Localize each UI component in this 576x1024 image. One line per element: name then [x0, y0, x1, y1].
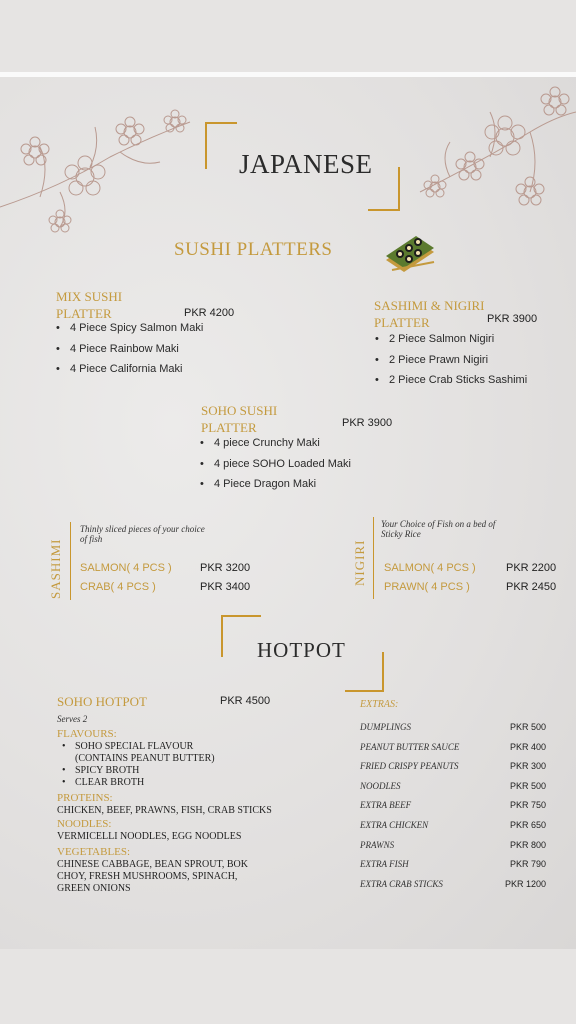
extra-name: EXTRA BEEF	[360, 800, 412, 811]
flavour-item-continued: (CONTAINS PEANUT BUTTER)	[75, 753, 215, 764]
sashimi-desc	[80, 524, 205, 544]
mix-sushi-items	[56, 318, 203, 380]
sashimi-nigiri-name-1: SASHIMI & NIGIRI	[374, 298, 485, 313]
sashimi-nigiri-items	[375, 329, 527, 391]
hotpot-heading: HOTPOT	[257, 638, 346, 662]
flavour-item: • SPICY BROTH	[62, 765, 140, 776]
extra-price: PKR 1200	[504, 878, 546, 889]
list-item	[360, 718, 546, 738]
hotpot-bracket-right	[345, 652, 384, 692]
nigiri-item-price: PKR 2200	[506, 562, 557, 574]
extra-name: EXTRA FISH	[360, 859, 409, 870]
soho-hotpot-price: PKR 4500	[220, 695, 271, 707]
list-item	[360, 796, 546, 816]
proteins-label: PROTEINS:	[57, 792, 113, 804]
list-item: • 2 Piece Prawn Nigiri	[375, 350, 527, 371]
proteins-text: CHICKEN, BEEF, PRAWNS, FISH, CRAB STICKS	[57, 805, 272, 816]
sashimi-desc-2: of fish	[80, 534, 103, 544]
sashimi-desc-1: Thinly sliced pieces of your choice	[80, 524, 205, 534]
sashimi-item-name: CRAB( 4 PCS )	[80, 581, 156, 593]
extras-list	[360, 718, 546, 894]
nigiri-items	[384, 559, 476, 597]
flavours-label: FLAVOURS:	[57, 728, 117, 740]
sushi-board-icon	[382, 232, 436, 272]
extra-name: EXTRA CHICKEN	[360, 819, 429, 830]
sashimi-nigiri-platter	[374, 297, 485, 331]
sashimi-nigiri-name-2: PLATTER	[374, 315, 430, 330]
cherry-blossom-right-icon	[410, 82, 576, 222]
list-item: • 2 Piece Salmon Nigiri	[375, 329, 527, 350]
soho-sushi-items	[200, 433, 351, 495]
extra-name: PEANUT BUTTER SAUCE	[360, 741, 460, 752]
nigiri-item-price: PKR 2450	[506, 581, 557, 593]
mix-sushi-name-1: MIX SUSHI	[56, 289, 123, 304]
nigiri-vertical-label: NIGIRI	[352, 539, 367, 586]
vegetables-text-2: CHOY, FRESH MUSHROOMS, SPINACH,	[57, 871, 238, 882]
extra-name: EXTRA CRAB STICKS	[360, 878, 443, 889]
menu-page	[0, 72, 576, 949]
vegetables-label: VEGETABLES:	[57, 846, 131, 858]
list-item	[360, 836, 546, 856]
nigiri-item-name: SALMON( 4 PCS )	[384, 562, 476, 574]
extra-price: PKR 500	[509, 780, 546, 791]
list-item	[360, 875, 546, 895]
extra-price: PKR 400	[509, 741, 546, 752]
list-item: • 2 Piece Crab Sticks Sashimi	[375, 370, 527, 391]
cherry-blossom-left-icon	[0, 97, 200, 237]
nigiri-divider	[373, 517, 374, 599]
flavour-item: • CLEAR BROTH	[62, 777, 145, 788]
extra-price: PKR 790	[509, 859, 546, 870]
sashimi-nigiri-price: PKR 3900	[487, 313, 538, 325]
serves-text: Serves 2	[57, 714, 88, 724]
sashimi-item-name: SALMON( 4 PCS )	[80, 562, 172, 574]
flavour-text: SPICY BROTH	[75, 765, 140, 776]
list-item: • 4 piece SOHO Loaded Maki	[200, 454, 351, 475]
mix-sushi-platter	[56, 288, 122, 322]
nigiri-desc-2: Sticky Rice	[381, 529, 421, 539]
list-item: • 4 Piece Rainbow Maki	[56, 339, 203, 360]
soho-sushi-platter	[201, 402, 277, 436]
list-item: • 4 Piece California Maki	[56, 359, 203, 380]
extras-label: EXTRAS:	[360, 699, 399, 710]
list-item	[360, 816, 546, 836]
list-item	[360, 855, 546, 875]
list-item: • 4 Piece Spicy Salmon Maki	[56, 318, 203, 339]
extra-name: FRIED CRISPY PEANUTS	[360, 761, 459, 772]
extra-name: DUMPLINGS	[360, 722, 411, 732]
page-title: JAPANESE	[239, 149, 373, 179]
extra-price: PKR 300	[509, 761, 546, 772]
list-item: • 4 Piece Dragon Maki	[200, 474, 351, 495]
extra-price: PKR 750	[509, 800, 546, 811]
flavour-item: • SOHO SPECIAL FLAVOUR	[62, 741, 194, 752]
title-bracket-right	[368, 167, 400, 211]
sashimi-vertical-label: SASHIMI	[48, 538, 63, 599]
hotpot-details	[57, 727, 297, 895]
soho-sushi-price: PKR 3900	[342, 417, 393, 429]
soho-sushi-name-1: SOHO SUSHI	[201, 403, 278, 418]
flavour-text: CLEAR BROTH	[75, 777, 145, 788]
sashimi-divider	[70, 522, 71, 600]
sashimi-item-price: PKR 3200	[200, 562, 251, 574]
extra-price: PKR 500	[509, 722, 546, 732]
list-item	[360, 738, 546, 758]
mix-sushi-name-2: PLATTER	[56, 306, 112, 321]
soho-sushi-name-2: PLATTER	[201, 420, 257, 435]
soho-hotpot-name: SOHO HOTPOT	[57, 694, 147, 709]
extra-name: NOODLES	[360, 780, 401, 791]
list-item	[360, 757, 546, 777]
list-item: • 4 piece Crunchy Maki	[200, 433, 351, 454]
noodles-text: VERMICELLI NOODLES, EGG NOODLES	[57, 831, 242, 842]
list-item	[360, 777, 546, 797]
extra-name: PRAWNS	[360, 839, 395, 850]
title-bracket-left	[205, 122, 237, 169]
sashimi-prices	[200, 559, 250, 597]
sashimi-item-price: PKR 3400	[200, 581, 251, 593]
vegetables-text-3: GREEN ONIONS	[57, 883, 131, 894]
nigiri-item-name: PRAWN( 4 PCS )	[384, 581, 470, 593]
extra-price: PKR 650	[509, 819, 546, 830]
hotpot-bracket-left	[221, 615, 261, 657]
flavour-text: SOHO SPECIAL FLAVOUR	[75, 741, 194, 752]
mix-sushi-price: PKR 4200	[184, 307, 235, 319]
nigiri-desc	[381, 519, 495, 539]
nigiri-desc-1: Your Choice of Fish on a bed of	[381, 519, 496, 529]
vegetables-text-1: CHINESE CABBAGE, BEAN SPROUT, BOK	[57, 859, 248, 870]
sashimi-items	[80, 559, 172, 597]
sushi-platters-heading: SUSHI PLATTERS	[174, 239, 333, 260]
nigiri-prices	[506, 559, 556, 597]
noodles-label: NOODLES:	[57, 818, 112, 830]
extra-price: PKR 800	[509, 839, 546, 850]
